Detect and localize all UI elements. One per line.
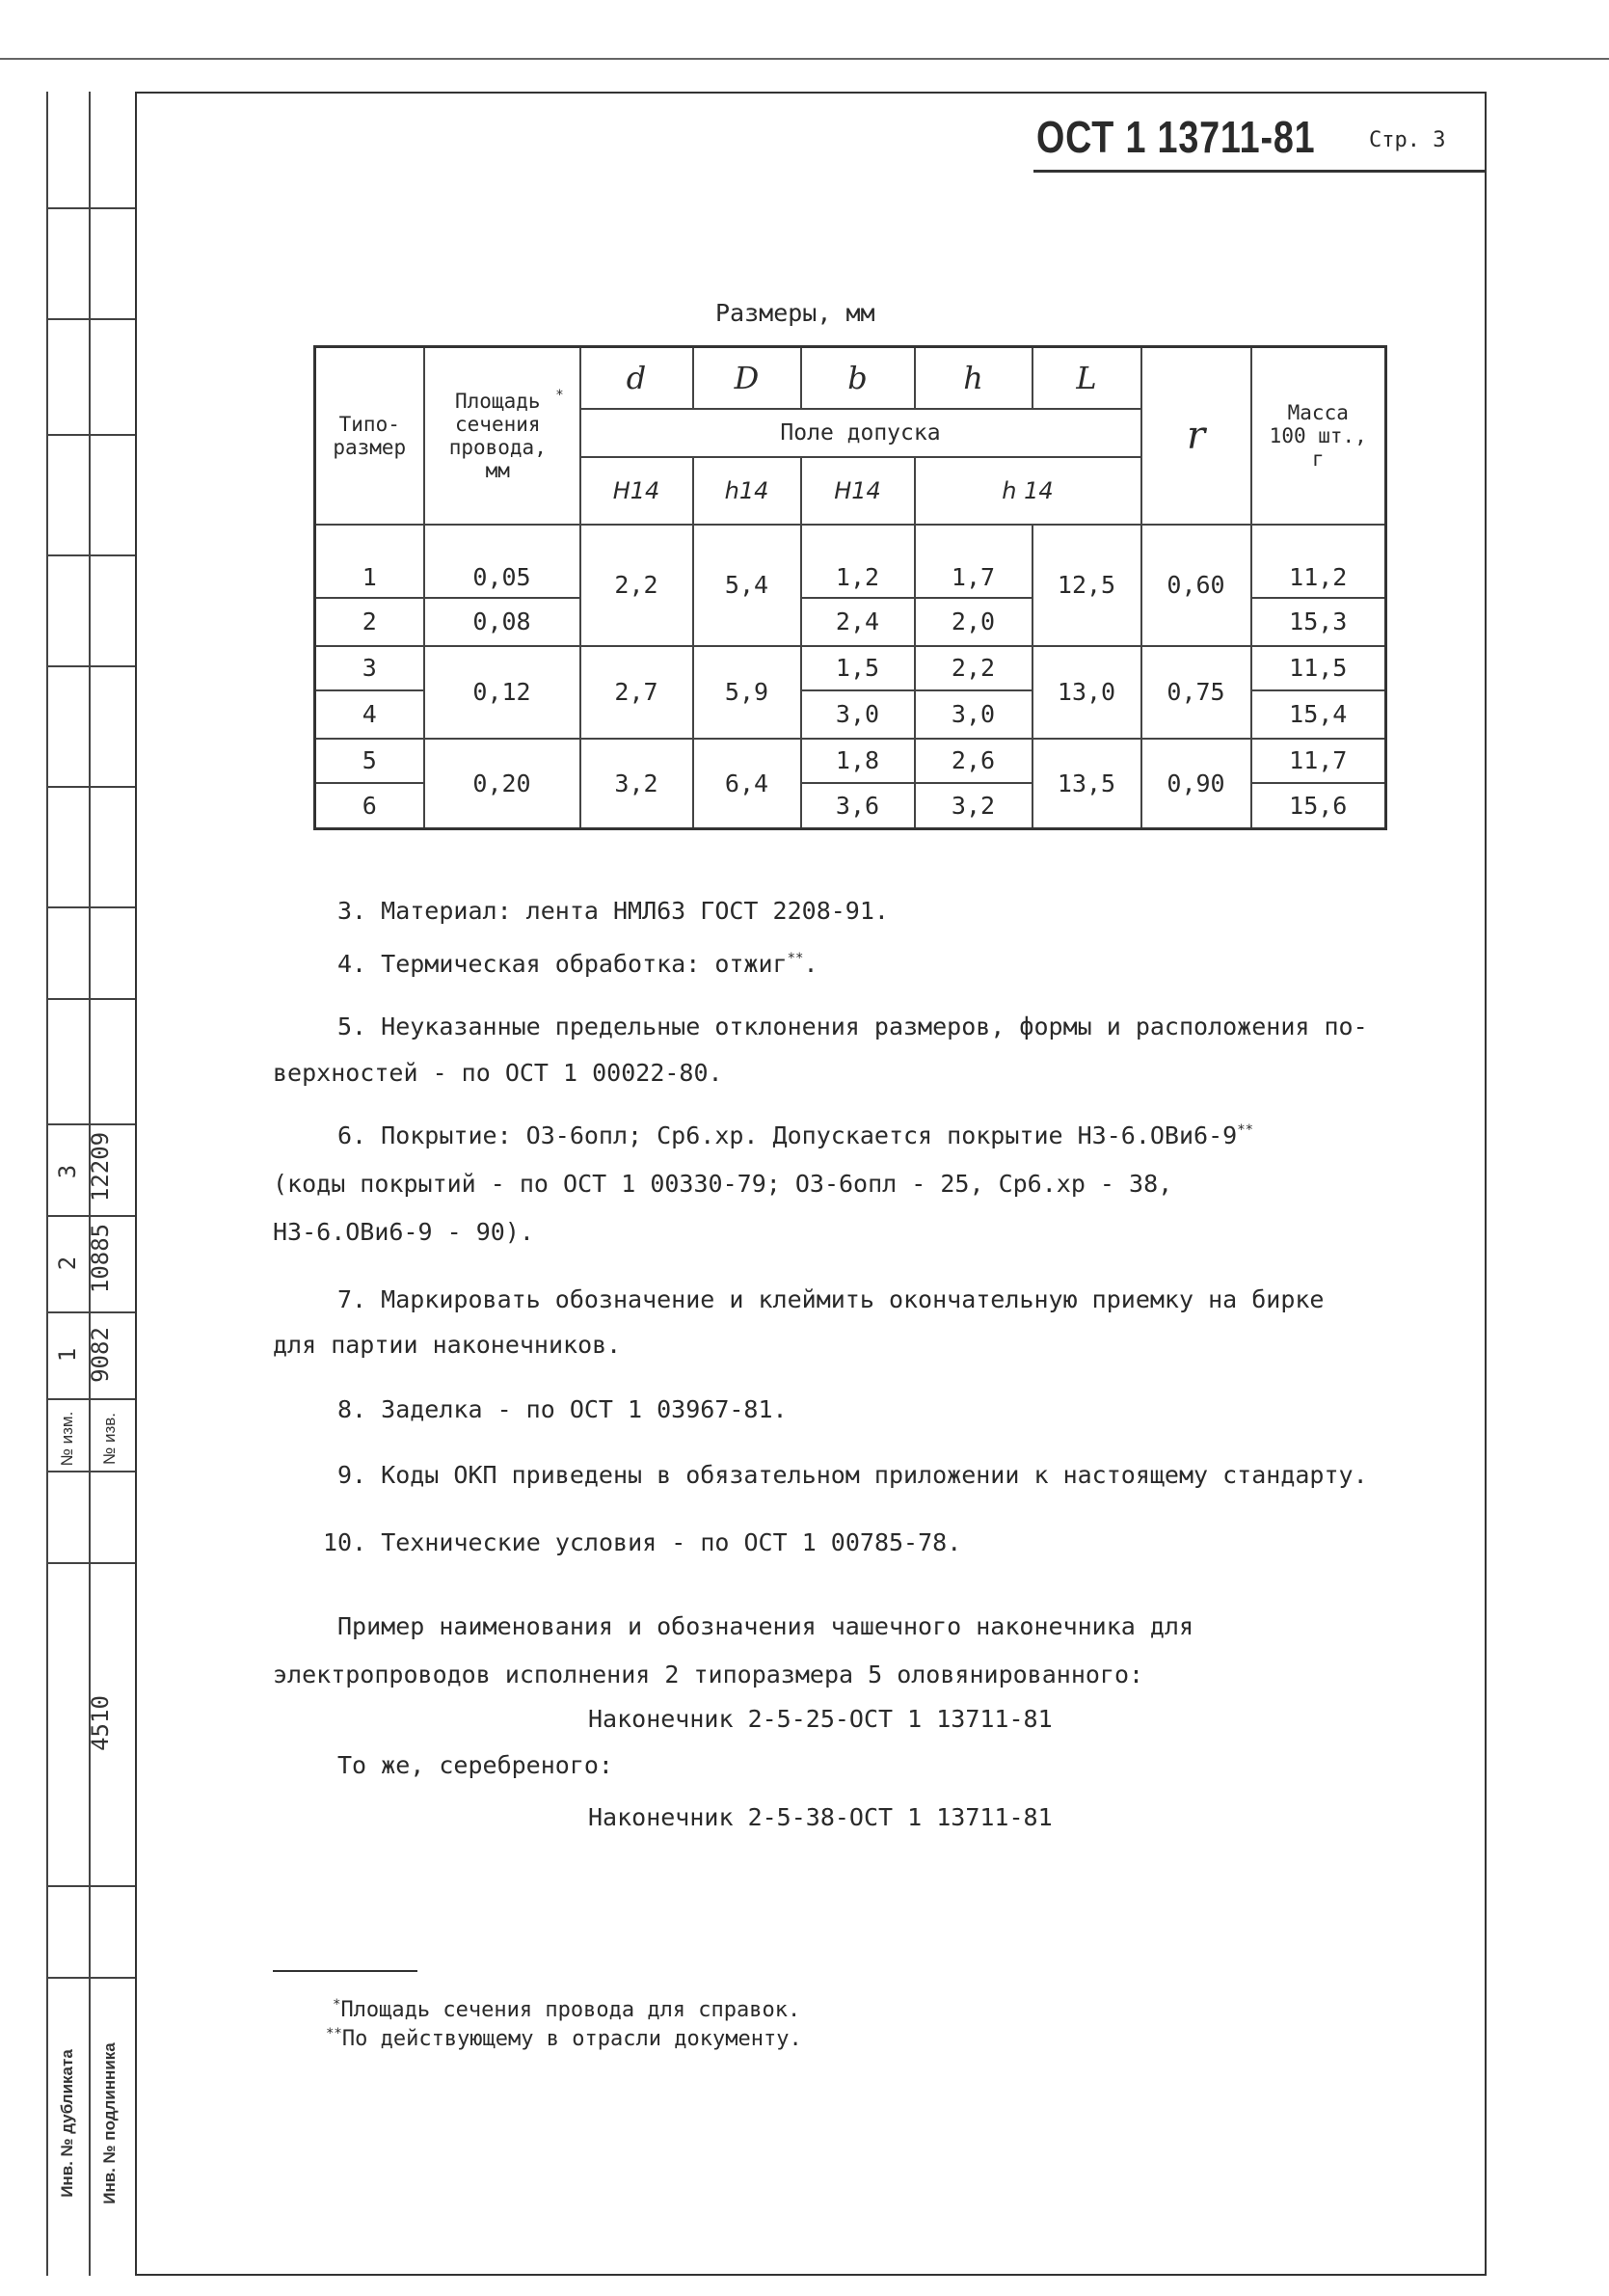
table-header-row xyxy=(315,347,1386,409)
cell-h: 1,7 xyxy=(915,525,1032,598)
izv-value: 12209 xyxy=(87,1131,114,1202)
note-6-line3: Н3-6.ОВи6-9 - 90). xyxy=(273,1218,534,1246)
izm-value: 3 xyxy=(54,1164,81,1179)
strip-line xyxy=(46,1977,135,1979)
izm-label: № изм. xyxy=(58,1411,76,1467)
note-10: 10. Технические условия - по ОСТ 1 00785-78. xyxy=(323,1528,962,1556)
cell-h: 3,0 xyxy=(915,690,1032,739)
strip-line xyxy=(46,1562,135,1564)
top-rule xyxy=(0,58,1609,60)
izm-value: 1 xyxy=(54,1347,81,1363)
note-6-line2: (коды покрытий - по ОСТ 1 00330-79; О3-6опл - 25, Ср6.хр - 38, xyxy=(273,1170,1173,1198)
cell-d: 2,2 xyxy=(580,525,693,646)
note-8: 8. Заделка - по ОСТ 1 03967-81. xyxy=(337,1395,788,1423)
cell-d: 3,2 xyxy=(580,739,693,829)
th-tolerance-field: Поле допуска xyxy=(580,409,1141,457)
note-9: 9. Коды ОКП приведены в обязательном приложении к настоящему стандарту. xyxy=(337,1461,1368,1489)
cell-L: 13,0 xyxy=(1032,646,1141,739)
strip-line xyxy=(46,906,135,908)
cell-type: 3 xyxy=(315,646,424,690)
cell-area: 0,05 xyxy=(424,525,580,598)
strip-line xyxy=(46,318,135,320)
th-h: h xyxy=(915,347,1032,409)
th-mass: Масса 100 шт., г xyxy=(1251,347,1386,525)
cell-d: 2,7 xyxy=(580,646,693,739)
cell-D: 5,9 xyxy=(693,646,801,739)
example-line2: электропроводов исполнения 2 типоразмера 5 оловянированного: xyxy=(273,1661,1144,1688)
inv-dup-label: Инв. № дубликата xyxy=(58,2049,76,2198)
strip-line xyxy=(46,207,135,209)
cell-mass: 15,3 xyxy=(1251,598,1386,646)
example-code2: Наконечник 2-5-38-ОСТ 1 13711-81 xyxy=(588,1803,1053,1831)
th-d: d xyxy=(580,347,693,409)
cell-type: 2 xyxy=(315,598,424,646)
example-code1: Наконечник 2-5-25-ОСТ 1 13711-81 xyxy=(588,1705,1053,1733)
note-5-line1: 5. Неуказанные предельные отклонения размеров, формы и расположения по- xyxy=(337,1013,1368,1040)
table-row xyxy=(315,646,1386,690)
note-3: 3. Материал: лента НМЛ63 ГОСТ 2208-91. xyxy=(337,897,889,925)
cell-b: 3,0 xyxy=(801,690,915,739)
doc-code: ОСТ 1 13711-81 xyxy=(1036,112,1316,162)
table-row xyxy=(315,525,1386,598)
cell-L: 12,5 xyxy=(1032,525,1141,646)
cell-mass: 15,4 xyxy=(1251,690,1386,739)
same-silver: То же, серебреного: xyxy=(337,1751,613,1779)
izv-label: № изв. xyxy=(100,1413,119,1466)
cell-mass: 11,2 xyxy=(1251,525,1386,598)
th-tol-D: h14 xyxy=(693,457,801,525)
inv-number: 4510 xyxy=(87,1695,114,1751)
cell-area: 0,12 xyxy=(424,646,580,739)
dimensions-table xyxy=(313,345,1387,830)
th-tol-d: H14 xyxy=(580,457,693,525)
th-L: L xyxy=(1032,347,1141,409)
th-r: r xyxy=(1141,347,1251,525)
strip-line xyxy=(46,434,135,436)
izm-value: 2 xyxy=(54,1256,81,1271)
cell-type: 1 xyxy=(315,525,424,598)
th-area: Площадь сечения провода, мм* xyxy=(424,347,580,525)
strip-line xyxy=(46,786,135,788)
izv-value: 10885 xyxy=(87,1223,114,1294)
cell-mass: 11,5 xyxy=(1251,646,1386,690)
strip-line xyxy=(46,554,135,556)
cell-b: 2,4 xyxy=(801,598,915,646)
cell-h: 2,6 xyxy=(915,739,1032,783)
margin-strip xyxy=(46,92,135,2276)
cell-area: 0,08 xyxy=(424,598,580,646)
cell-h: 2,2 xyxy=(915,646,1032,690)
footnote-rule xyxy=(273,1970,417,1972)
cell-D: 6,4 xyxy=(693,739,801,829)
table-row xyxy=(315,739,1386,783)
th-tol-hL: h 14 xyxy=(915,457,1141,525)
cell-h: 3,2 xyxy=(915,783,1032,829)
strip-line xyxy=(46,998,135,1000)
cell-b: 3,6 xyxy=(801,783,915,829)
note-6-line1: 6. Покрытие: О3-6опл; Ср6.хр. Допускается покрытие Н3-6.ОВи6-9** xyxy=(337,1121,1254,1149)
strip-line xyxy=(46,1885,135,1887)
cell-mass: 15,6 xyxy=(1251,783,1386,829)
cell-area: 0,20 xyxy=(424,739,580,829)
note-4: 4. Термическая обработка: отжиг**. xyxy=(337,950,818,978)
th-b: b xyxy=(801,347,915,409)
cell-r: 0,75 xyxy=(1141,646,1251,739)
strip-line xyxy=(46,665,135,667)
table-caption: Размеры, мм xyxy=(715,299,875,327)
cell-h: 2,0 xyxy=(915,598,1032,646)
note-7-line1: 7. Маркировать обозначение и клеймить окончательную приемку на бирке xyxy=(337,1285,1325,1313)
cell-D: 5,4 xyxy=(693,525,801,646)
cell-r: 0,90 xyxy=(1141,739,1251,829)
page-label: Стр. 3 xyxy=(1369,128,1446,152)
note-5-line2: верхностей - по ОСТ 1 00022-80. xyxy=(273,1059,723,1087)
cell-mass: 11,7 xyxy=(1251,739,1386,783)
izv-value: 9082 xyxy=(87,1327,114,1383)
cell-b: 1,2 xyxy=(801,525,915,598)
th-type-size: Типо-размер xyxy=(315,347,424,525)
th-D: D xyxy=(693,347,801,409)
cell-type: 5 xyxy=(315,739,424,783)
footnote-2: **По действующему в отрасли документу. xyxy=(326,2026,802,2051)
cell-r: 0,60 xyxy=(1141,525,1251,646)
cell-b: 1,5 xyxy=(801,646,915,690)
note-7-line2: для партии наконечников. xyxy=(273,1331,622,1359)
cell-type: 4 xyxy=(315,690,424,739)
example-line1: Пример наименования и обозначения чашечного наконечника для xyxy=(337,1612,1194,1640)
th-tol-b: H14 xyxy=(801,457,915,525)
cell-type: 6 xyxy=(315,783,424,829)
footnote-1: *Площадь сечения провода для справок. xyxy=(333,1997,801,2022)
header-underline xyxy=(1033,170,1485,173)
cell-b: 1,8 xyxy=(801,739,915,783)
cell-L: 13,5 xyxy=(1032,739,1141,829)
inv-orig-label: Инв. № подлинника xyxy=(100,2042,119,2204)
